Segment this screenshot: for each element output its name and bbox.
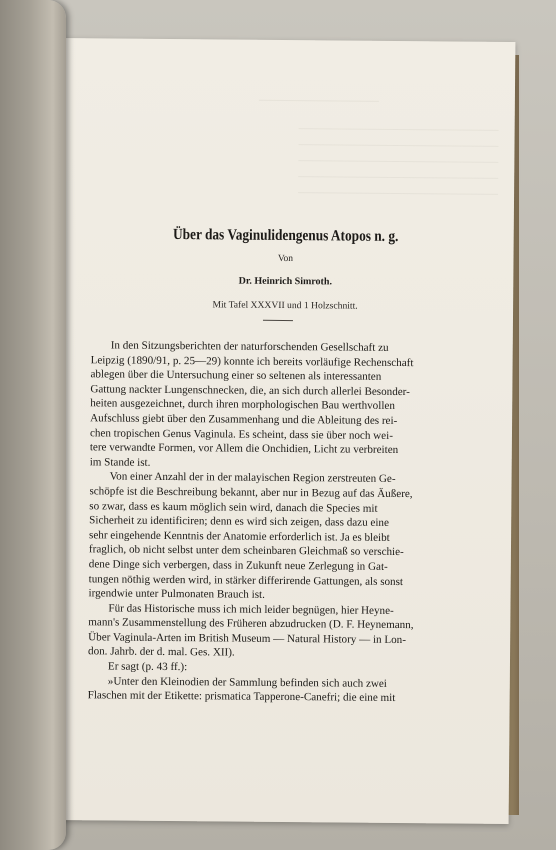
- text-line: Aufschluss giebt über den Zusammenhang und die Ableitung des rei-: [90, 412, 398, 427]
- show-through-line: [298, 160, 498, 163]
- text-line: sehr eingehende Kenntnis der Anatomie erforderlich ist. Ja es bleibt: [89, 529, 390, 544]
- text-line: don. Jahrb. der d. mal. Ges. XII).: [88, 645, 235, 660]
- paragraph-3: [88, 601, 486, 663]
- paragraph-1: [90, 338, 489, 473]
- text-line: Flaschen mit der Etikette: prismatica Tapperone-Canefri; die eine mit: [87, 689, 396, 705]
- show-through-line: [259, 100, 379, 102]
- text-line: ablegen über die Untersuchung einer so seltenen als interessanten: [90, 368, 382, 384]
- paragraph-2: [89, 470, 488, 605]
- article-body: [88, 338, 489, 706]
- author-name: Dr. Heinrich Simroth.: [238, 275, 333, 288]
- show-through-line: [298, 144, 498, 147]
- text-line: irgendwie unter Pulmonaten Brauch ist.: [88, 587, 265, 601]
- text-line: mann's Zusammenstellung des Früheren abzudrucken (D. F. Heynemann,: [88, 616, 414, 632]
- text-line: tere verwandte Formen, vor Allem die Onchidien, Licht zu verbreiten: [89, 441, 399, 457]
- text-line: tungen nöthig werden wird, in stärker differirende Gattungen, als sonst: [88, 572, 404, 588]
- text-line: Sicherheit zu identificiren; denn es wird sich zeigen, dass dazu eine: [89, 514, 389, 530]
- text-line: Für das Historische muss ich mich leider begnügen, hier Heyne-: [108, 602, 394, 617]
- show-through-line: [298, 192, 498, 195]
- text-line: chen tropischen Genus Vaginula. Es scheint, dass sie über noch wei-: [89, 426, 393, 442]
- byline-von: Von: [277, 253, 294, 265]
- text-line: In den Sitzungsberichten der naturforschenden Gesellschaft zu: [110, 339, 389, 354]
- text-line: fraglich, ob nicht selbst unter dem scheinbaren Gleichmaß so verschie-: [88, 543, 404, 559]
- text-line: Er sagt (p. 43 ff.):: [107, 660, 188, 674]
- title-rule: [263, 320, 293, 321]
- text-line: so zwar, dass es kaum möglich sein wird, danach die Species mit: [89, 499, 378, 515]
- text-line: Von einer Anzahl der in der malayischen Region zerstreuten Ge-: [109, 470, 396, 486]
- paragraph-5: [88, 674, 486, 707]
- text-line: Gattung nackter Lungenschnecken, die, an sich durch allerlei Besonder-: [90, 383, 410, 398]
- show-through-line: [298, 176, 498, 179]
- book-page: [53, 38, 516, 824]
- text-line: dene Dinge sich verbergen, dass in Zukunft neue Zerlegung in Gat-: [88, 558, 388, 573]
- show-through-line: [299, 128, 499, 131]
- text-line: »Unter den Kleinodien der Sammlung befinden sich auch zwei: [107, 675, 387, 690]
- text-line: Über Vaginula-Arten im British Museum — Natural History — in Lon-: [88, 631, 407, 646]
- facing-page-edge: [0, 0, 66, 850]
- text-line: schöpfe ist die Beschreibung bekannt, aber nur in Bezug auf das Äußere,: [89, 485, 413, 501]
- article-title: Über das Vaginulidengenus Atopos n. g.: [172, 226, 399, 245]
- plates-note: Mit Tafel XXXVII und 1 Holzschnitt.: [212, 299, 358, 312]
- text-line: im Stande ist.: [89, 456, 151, 469]
- text-line: heiten ausgezeichnet, durch ihren morphologischen Bau werthvollen: [90, 397, 395, 413]
- text-line: Leipzig (1890/91, p. 25—29) konnte ich bereits vorläufige Rechenschaft: [90, 353, 414, 369]
